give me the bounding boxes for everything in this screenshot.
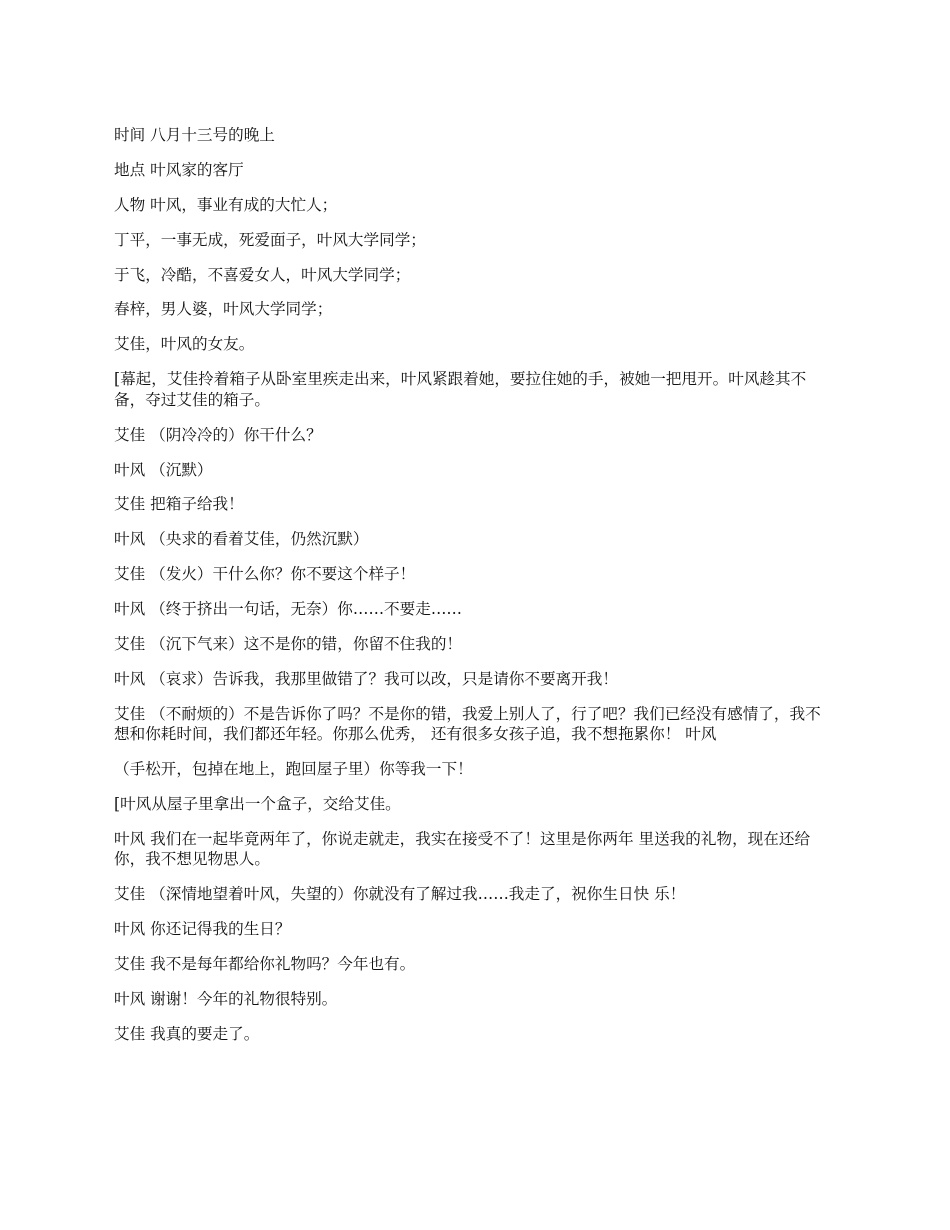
- dialogue-line: 艾佳 我真的要走了。: [114, 1024, 260, 1043]
- setting-place: 地点 叶风家的客厅: [114, 160, 244, 179]
- character-aijia: 艾佳，叶风的女友。: [114, 335, 255, 354]
- dialogue-line: 叶风 你还记得我的生日？: [114, 920, 291, 939]
- dialogue-line: 叶风 （沉默）: [114, 460, 213, 479]
- dialogue-line: 艾佳 （深情地望着叶风，失望的）你就没有了解过我……我走了，祝你生日快 乐！: [114, 885, 686, 904]
- dialogue-line: 叶风 （央求的看着艾佳，仍然沉默）: [114, 530, 369, 549]
- dialogue-line: 艾佳 （阴冷冷的）你干什么？: [114, 425, 322, 444]
- character-dingping: 丁平，一事无成，死爱面子，叶风大学同学；: [114, 230, 426, 249]
- dialogue-line: 艾佳 我不是每年都给你礼物吗？今年也有。: [114, 955, 416, 974]
- dialogue-line: 艾佳 （发火）干什么你？你不要这个样子！: [114, 565, 416, 584]
- dialogue-line: 叶风 我们在一起毕竟两年了，你说走就走，我实在接受不了！这里是你两年 里送我的礼物，现在还给你，我不想见物思人。: [114, 829, 811, 869]
- setting-time: 时间 八月十三号的晚上: [114, 126, 275, 144]
- stage-direction: [幕起，艾佳拎着箱子从卧室里疾走出来，叶风紧跟着她，要拉住她的手，被她一把甩开。叶风趁其不备，夺过艾佳的箱子。: [114, 370, 807, 409]
- dialogue-line: 叶风 （哀求）告诉我，我那里做错了？我可以改，只是请你不要离开我！: [114, 669, 618, 688]
- dialogue-line: 叶风 （终于挤出一句话，无奈）你……不要走……: [114, 600, 463, 619]
- dialogue-line: 艾佳 （不耐烦的）不是告诉你了吗？不是你的错，我爱上别人了，行了吧？我们已经没有感情了，我不想和你耗时间，我们都还年轻。你那么优秀， 还有很多女孩子追，我不想拖累你！ 叶风: [114, 704, 821, 744]
- dialogue-line: 艾佳 把箱子给我！: [114, 495, 244, 514]
- stage-direction: [叶风从屋子里拿出一个盒子，交给艾佳。: [114, 795, 401, 814]
- dialogue-line: （手松开，包掉在地上，跑回屋子里）你等我一下！: [114, 760, 473, 779]
- character-yefeng: 人物 叶风，事业有成的大忙人；: [114, 195, 338, 214]
- dialogue-line: 艾佳 （沉下气来）这不是你的错，你留不住我的！: [114, 634, 463, 653]
- character-yufei: 于飞，冷酷，不喜爱女人，叶风大学同学；: [114, 265, 411, 284]
- character-chunzi: 春梓，男人婆，叶风大学同学；: [114, 300, 333, 319]
- dialogue-line: 叶风 谢谢！今年的礼物很特别。: [114, 989, 338, 1008]
- document-page: [114, 125, 830, 1059]
